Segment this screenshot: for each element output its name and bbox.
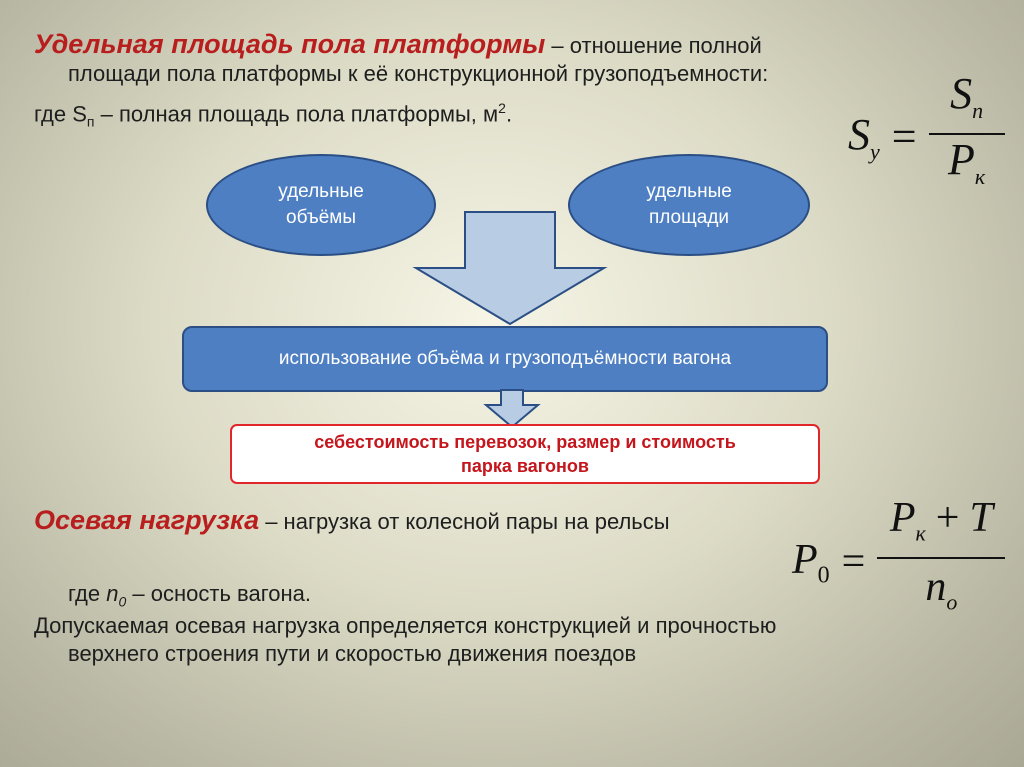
axial-definition-text: – нагрузка от колесной пары на рельсы	[259, 509, 670, 534]
ellipse-left-line1: удельные	[278, 181, 364, 202]
formula-fraction	[929, 69, 1005, 202]
where-sub: п	[86, 113, 95, 130]
permissible-load-line1	[34, 612, 776, 640]
formula-axial-load	[792, 494, 1005, 631]
axial-where-sub: 0	[118, 593, 127, 610]
axial-where-var: n	[106, 581, 119, 606]
ellipse-specific-volumes	[206, 154, 436, 256]
usage-box-label: использование объёма и грузоподъёмности вагона	[278, 348, 732, 369]
axial-where-line	[68, 580, 311, 615]
formula2-eq: =	[841, 539, 866, 586]
where-end: .	[505, 101, 513, 127]
ellipse-right-line1: удельные	[646, 181, 732, 202]
definition-part2: площади пола платформы к её конструкционной грузоподъемности:	[68, 61, 769, 86]
down-arrow-small-icon	[482, 389, 542, 429]
paragraph-line2: верхнего строения пути и скоростью движения поездов	[68, 641, 637, 666]
ellipse-right-line2: площади	[648, 207, 730, 228]
usage-box	[182, 326, 828, 392]
where-sup: 2	[498, 100, 506, 116]
down-arrow-large-icon	[410, 210, 610, 330]
formula2-denominator: $n_о$	[925, 564, 958, 615]
cost-box-line1: себестоимость перевозок, размер и стоимость	[314, 432, 736, 452]
where-prefix: где S	[34, 101, 87, 127]
formula2-fraction	[877, 494, 1005, 631]
formula-numerator: $S_п$	[950, 69, 984, 123]
formula2-numerator: $P_к + T$	[889, 495, 993, 546]
axial-where-text: – осность вагона.	[126, 581, 311, 606]
definition-part1: – отношение полной	[545, 33, 762, 58]
formula-lhs: $S_у$	[848, 109, 880, 164]
specific-area-definition	[34, 30, 762, 60]
area-where-line	[34, 94, 512, 136]
ellipse-left-line2: объёмы	[286, 207, 356, 228]
formula-denominator: $P_к$	[948, 134, 986, 189]
term-axial-load: Осевая нагрузка	[34, 505, 260, 535]
formula2-lhs: $P_0$	[792, 536, 830, 589]
permissible-load-line2	[68, 640, 636, 668]
formula-specific-area	[848, 69, 1005, 202]
where-text: – полная площадь пола платформы, м	[94, 101, 499, 127]
definition-line2	[68, 60, 768, 88]
cost-box	[230, 424, 820, 484]
axial-where-prefix: где	[68, 581, 107, 606]
formula-eq: =	[891, 112, 917, 162]
term-specific-area: Удельная площадь пола платформы	[34, 29, 546, 59]
paragraph-line1: Допускаемая осевая нагрузка определяется конструкцией и прочностью	[34, 613, 777, 638]
axial-load-definition	[34, 506, 670, 536]
cost-box-line2: парка вагонов	[461, 456, 589, 476]
